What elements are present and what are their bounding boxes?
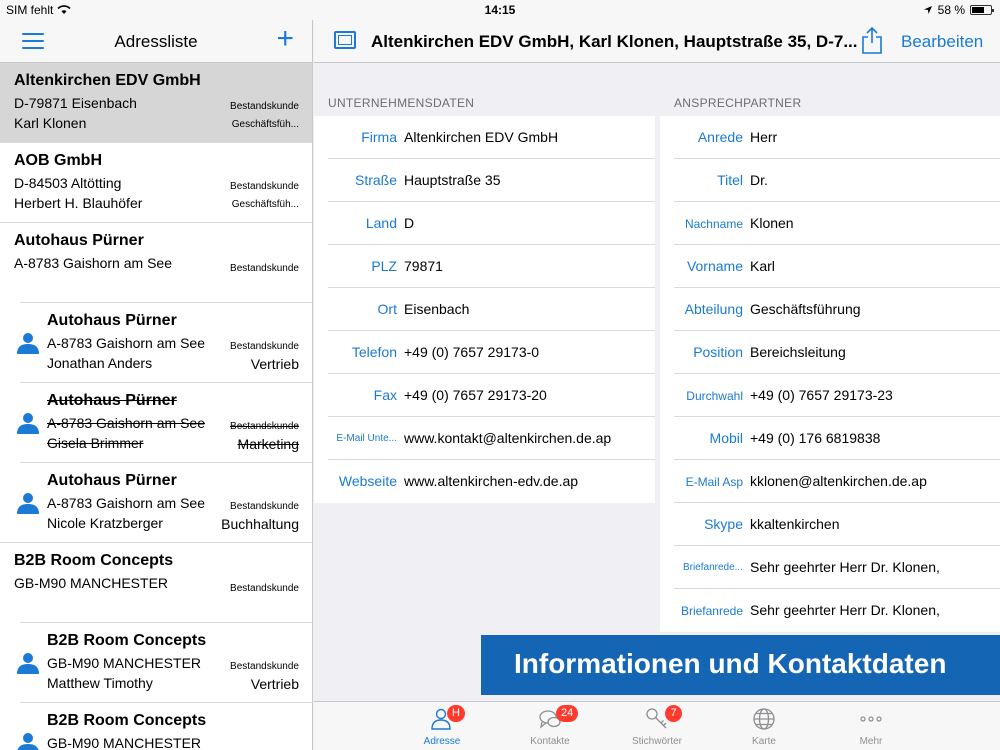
battery-icon — [970, 5, 992, 15]
person-icon — [16, 411, 40, 435]
more-dots-icon — [859, 707, 883, 731]
contact-card — [660, 116, 1000, 632]
list-item[interactable]: B2B Room Concepts GB-M90 MANCHESTER Bestandskunde — [0, 543, 313, 623]
company-row[interactable]: Webseite www.altenkirchen-edv.de.ap — [338, 473, 579, 489]
contact-row[interactable]: Abteilung Geschäftsführung — [660, 288, 1000, 331]
share-icon[interactable] — [861, 26, 883, 54]
contact-row[interactable]: Vorname Karl — [660, 245, 1000, 288]
list-item[interactable]: Autohaus Pürner A-8783 Gaishorn am See Bestandskunde — [0, 223, 313, 303]
clock: 14:15 — [484, 3, 516, 17]
list-item[interactable]: B2B Room Concepts GB-M90 MANCHESTER — [0, 703, 313, 750]
tab-kontakte[interactable]: 24 Kontakte — [510, 702, 590, 750]
list-item[interactable]: Autohaus Pürner A-8783 Gaishorn am See Nicole Kratzberger Bestandskunde Buchhaltung — [0, 463, 313, 543]
list-item[interactable]: Autohaus Pürner A-8783 Gaishorn am See Jonathan Anders Bestandskunde Vertrieb — [0, 303, 313, 383]
contact-row[interactable]: Skype kkaltenkirchen — [660, 503, 1000, 546]
tab-mehr[interactable]: Mehr — [831, 702, 911, 750]
tab-bar — [314, 701, 1000, 750]
list-item[interactable]: Altenkirchen EDV GmbH D-79871 Eisenbach Karl Klonen Bestandskunde Geschäftsfüh... — [0, 63, 313, 143]
person-icon — [16, 731, 40, 750]
person-icon — [16, 491, 40, 515]
sidebar-toggle-icon[interactable] — [334, 31, 356, 49]
tab-adresse[interactable]: H Adresse — [402, 702, 482, 750]
company-row[interactable]: Land D — [314, 202, 655, 245]
contact-row[interactable]: Durchwahl +49 (0) 7657 29173-23 — [660, 374, 1000, 417]
company-section-header: UNTERNEHMENSDATEN — [328, 96, 475, 110]
contact-row[interactable]: Briefanrede Sehr geehrter Herr Dr. Klonen, — [680, 602, 940, 618]
company-row[interactable]: Ort Eisenbach — [314, 288, 655, 331]
contact-row[interactable]: E-Mail Asp kklonen@altenkirchen.de.ap — [660, 460, 1000, 503]
contact-row[interactable]: Briefanrede... Sehr geehrter Herr Dr. Klonen, — [660, 546, 1000, 589]
contact-row[interactable]: Titel Dr. — [660, 159, 1000, 202]
contact-section-header: ANSPRECHPARTNER — [674, 96, 802, 110]
globe-icon — [752, 707, 776, 731]
carrier-label: SIM fehlt — [6, 3, 54, 17]
list-item[interactable]: B2B Room Concepts GB-M90 MANCHESTER Matthew Timothy Bestandskunde Vertrieb — [0, 623, 313, 703]
add-address-button[interactable]: + — [276, 22, 294, 55]
detail-nav-bar — [314, 20, 1000, 63]
tab-karte[interactable]: Karte — [724, 702, 804, 750]
battery-fill — [972, 7, 984, 13]
company-row[interactable]: Firma Altenkirchen EDV GmbH — [314, 116, 655, 159]
location-arrow-icon — [923, 5, 933, 15]
company-row[interactable]: Telefon +49 (0) 7657 29173-0 — [314, 331, 655, 374]
contact-row[interactable]: Anrede Herr — [660, 116, 1000, 159]
status-bar — [0, 0, 1000, 20]
tab-badge: H — [447, 705, 465, 722]
contact-row[interactable]: Nachname Klonen — [660, 202, 1000, 245]
person-icon — [16, 331, 40, 355]
left-nav-bar — [0, 20, 312, 63]
battery-percent: 58 % — [937, 3, 965, 17]
company-row[interactable]: Fax +49 (0) 7657 29173-20 — [314, 374, 655, 417]
tab-badge: 7 — [665, 705, 682, 722]
promo-banner: Informationen und Kontaktdaten — [481, 635, 1000, 695]
list-title: Adressliste — [114, 32, 198, 51]
company-row[interactable]: E-Mail Unte... www.kontakt@altenkirchen.de.ap — [314, 417, 655, 460]
contact-row[interactable]: Position Bereichsleitung — [660, 331, 1000, 374]
tab-stichwoerter[interactable]: 7 Stichwörter — [631, 707, 682, 747]
list-item[interactable]: AOB GmbH D-84503 Altötting Herbert H. Blauhöfer Bestandskunde Geschäftsfüh... — [0, 143, 313, 223]
contact-row[interactable]: Mobil +49 (0) 176 6819838 — [660, 417, 1000, 460]
edit-button[interactable]: Bearbeiten — [901, 32, 984, 51]
list-item[interactable]: Autohaus Pürner A-8783 Gaishorn am See Gisela Brimmer Bestandskunde Marketing — [0, 383, 313, 463]
detail-title: Altenkirchen EDV GmbH, Karl Klonen, Hauptstraße 35, D-7... — [371, 32, 858, 51]
person-icon — [16, 651, 40, 675]
company-card — [314, 116, 655, 503]
address-list — [0, 63, 313, 750]
address-list-panel — [0, 20, 313, 750]
company-row[interactable]: Straße Hauptstraße 35 — [314, 159, 655, 202]
tab-badge: 24 — [556, 705, 578, 722]
company-row[interactable]: PLZ 79871 — [314, 245, 655, 288]
